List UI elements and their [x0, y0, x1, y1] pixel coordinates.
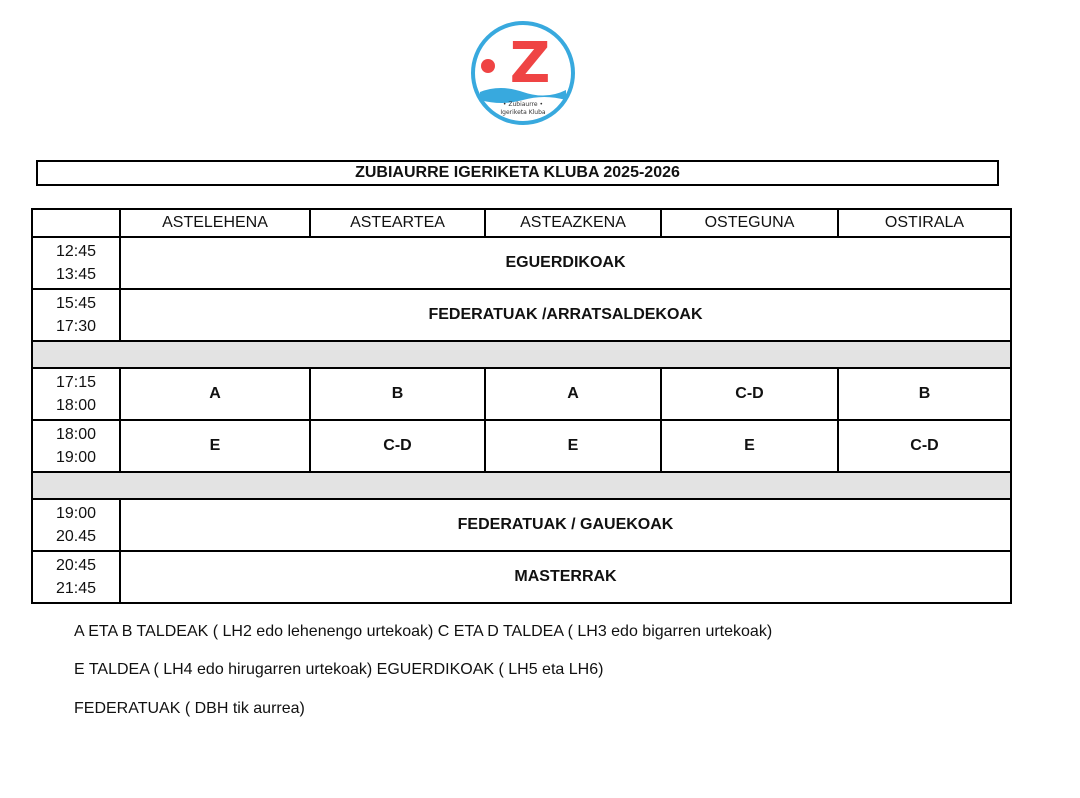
day-header: ASTELEHENA	[120, 209, 310, 237]
club-logo	[470, 20, 576, 126]
time-end: 19:00	[55, 449, 97, 466]
logo-text-line2: Igeriketa Kluba	[500, 109, 546, 116]
separator-cell	[32, 341, 1011, 368]
group-cell: B	[838, 368, 1011, 420]
schedule-table	[31, 208, 1012, 604]
logo-letter: Z	[509, 31, 551, 96]
group-cell: E	[485, 420, 661, 472]
day-header: ASTEAZKENA	[485, 209, 661, 237]
time-start: 19:00	[55, 505, 97, 522]
time-end: 13:45	[55, 266, 97, 283]
time-start: 17:15	[55, 374, 97, 391]
time-start: 15:45	[55, 295, 97, 312]
day-header: OSTEGUNA	[661, 209, 838, 237]
logo-text-line1: • Zubiaurre •	[502, 101, 544, 108]
time-cell	[32, 289, 120, 341]
time-end: 20.45	[55, 528, 97, 545]
time-start: 12:45	[55, 243, 97, 260]
schedule-row	[32, 420, 1011, 472]
logo-dot	[481, 59, 495, 73]
note-line: A ETA B TALDEAK ( LH2 edo lehenengo urtekoak) C ETA D TALDEA ( LH3 edo bigarren urtekoak)	[74, 623, 773, 640]
separator-row	[32, 472, 1011, 499]
time-start: 20:45	[55, 557, 97, 574]
time-cell	[32, 551, 120, 603]
time-end: 21:45	[55, 580, 97, 597]
schedule-row	[32, 368, 1011, 420]
schedule-row	[32, 237, 1011, 289]
separator-row	[32, 341, 1011, 368]
schedule-row	[32, 289, 1011, 341]
time-start: 18:00	[55, 426, 97, 443]
group-cell: C-D	[661, 368, 838, 420]
time-cell	[32, 368, 120, 420]
group-cell: E	[661, 420, 838, 472]
group-cell: C-D	[310, 420, 485, 472]
day-header: ASTEARTEA	[310, 209, 485, 237]
schedule-row	[32, 551, 1011, 603]
time-cell	[32, 499, 120, 551]
group-cell: B	[310, 368, 485, 420]
group-cell: A	[485, 368, 661, 420]
time-end: 17:30	[55, 318, 97, 335]
note-line: FEDERATUAK ( DBH tik aurrea)	[74, 700, 305, 717]
session-label: MASTERRAK	[120, 551, 1011, 603]
header-corner	[32, 209, 120, 237]
session-label: FEDERATUAK /ARRATSALDEKOAK	[120, 289, 1011, 341]
schedule-row	[32, 499, 1011, 551]
header-row	[32, 209, 1011, 237]
day-header: OSTIRALA	[838, 209, 1011, 237]
group-cell: C-D	[838, 420, 1011, 472]
session-label: FEDERATUAK / GAUEKOAK	[120, 499, 1011, 551]
group-cell: A	[120, 368, 310, 420]
separator-cell	[32, 472, 1011, 499]
session-label: EGUERDIKOAK	[120, 237, 1011, 289]
group-cell: E	[120, 420, 310, 472]
time-cell	[32, 420, 120, 472]
schedule-title: ZUBIAURRE IGERIKETA KLUBA 2025-2026	[36, 160, 999, 186]
time-end: 18:00	[55, 397, 97, 414]
note-line: E TALDEA ( LH4 edo hirugarren urtekoak) EGUERDIKOAK ( LH5 eta LH6)	[74, 661, 604, 678]
time-cell	[32, 237, 120, 289]
